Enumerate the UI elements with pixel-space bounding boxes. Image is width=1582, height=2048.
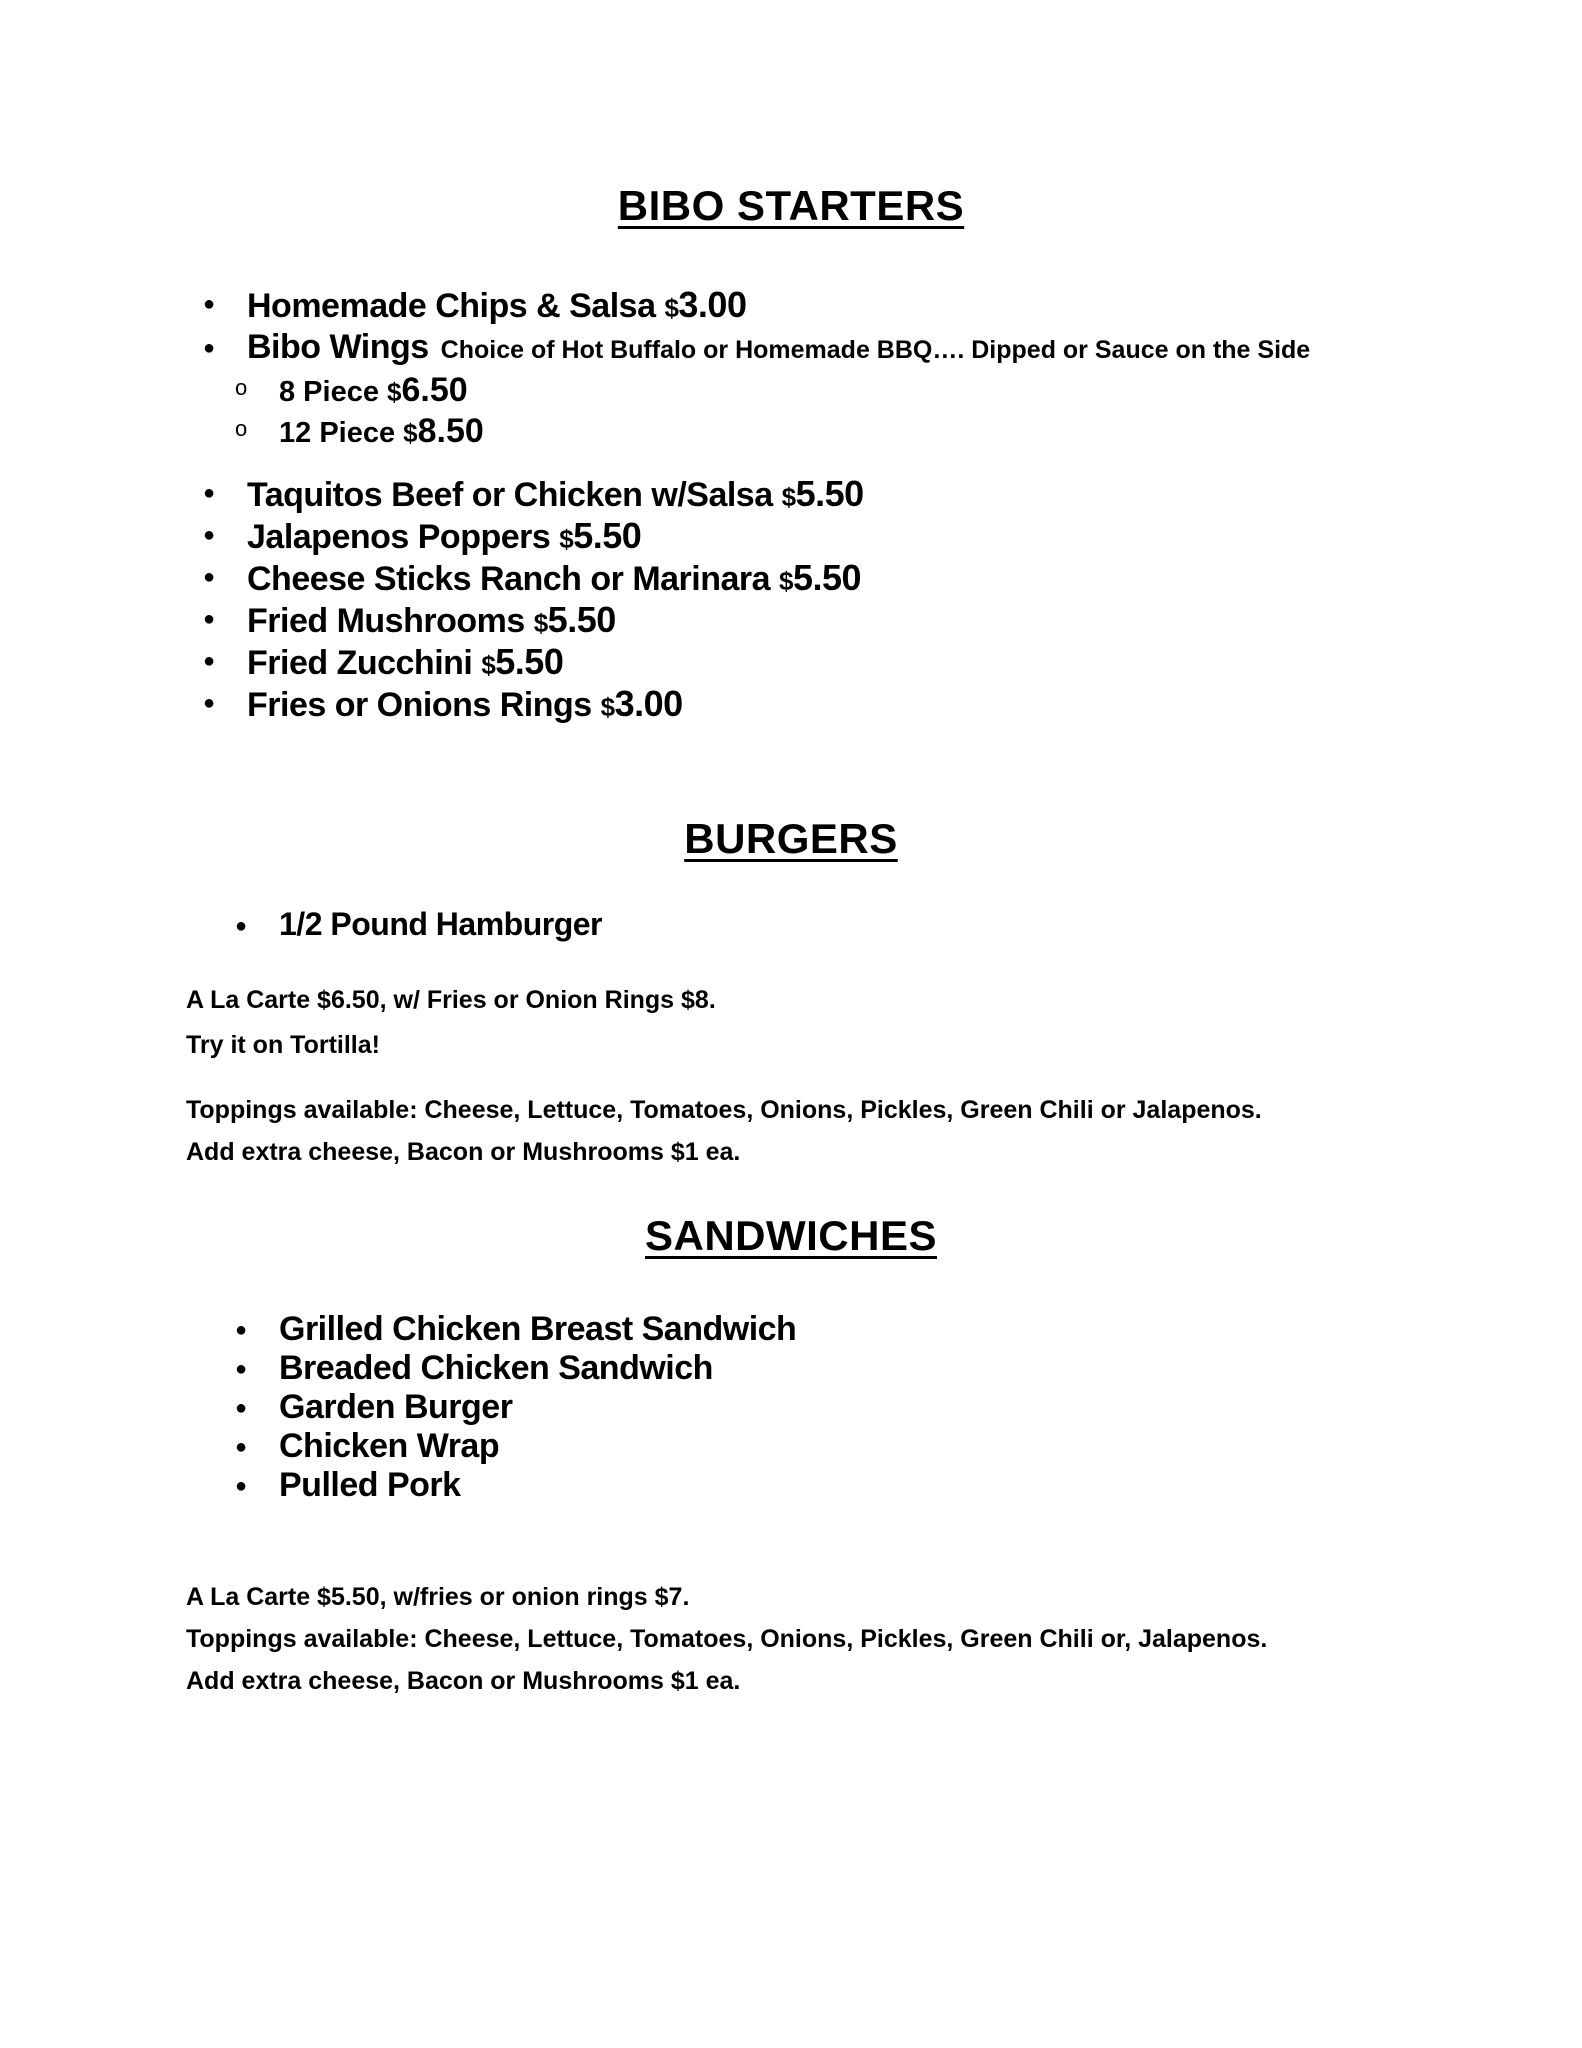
- currency-symbol: $: [559, 524, 574, 554]
- burger-item: [235, 906, 602, 943]
- circle-bullet-icon: o: [235, 375, 248, 400]
- bullet-icon: ●: [203, 566, 215, 588]
- currency-symbol: $: [387, 377, 402, 407]
- bullet-icon: ●: [235, 1319, 247, 1341]
- sandwiches-heading: SANDWICHES: [644, 1212, 937, 1259]
- wings-note: Choice of Hot Buffalo or Homemade BBQ…. Dipped or Sauce on the Side: [440, 336, 1311, 364]
- bullet-icon: ●: [203, 482, 215, 504]
- sandwiches-price-line: A La Carte $5.50, w/fries or onion rings $7.: [186, 1583, 690, 1611]
- wings-option: [235, 371, 468, 410]
- sandwich-item: [235, 1310, 797, 1349]
- currency-symbol: $: [481, 650, 496, 680]
- item-name: Fries or Onions Rings: [247, 686, 592, 724]
- item-name: Fried Mushrooms: [247, 602, 525, 640]
- bullet-icon: ●: [235, 1436, 247, 1458]
- item-price: 5.50: [547, 599, 616, 640]
- sandwich-item: [235, 1349, 713, 1388]
- bullet-icon: ●: [235, 915, 247, 937]
- wings-option: [235, 412, 484, 451]
- burgers-price-line: A La Carte $6.50, w/ Fries or Onion Rings $8.: [186, 986, 716, 1014]
- bullet-icon: ●: [235, 1397, 247, 1419]
- item-price: 5.50: [573, 515, 642, 556]
- item-price: 3.00: [678, 284, 747, 325]
- circle-bullet-icon: o: [235, 416, 248, 441]
- currency-symbol: $: [779, 566, 793, 596]
- menu-item-wings: [203, 328, 1311, 367]
- bullet-icon: ●: [203, 692, 215, 714]
- currency-symbol: $: [600, 692, 615, 722]
- option-label: 8 Piece: [279, 376, 379, 408]
- item-name: Breaded Chicken Sandwich: [279, 1349, 713, 1387]
- burgers-extras: Add extra cheese, Bacon or Mushrooms $1 ea.: [186, 1138, 741, 1166]
- sandwich-item: [235, 1388, 513, 1427]
- bullet-icon: ●: [203, 337, 215, 359]
- burgers-heading: BURGERS: [684, 815, 898, 862]
- item-name: Pulled Pork: [279, 1466, 461, 1504]
- currency-symbol: $: [403, 418, 418, 448]
- item-name: Fried Zucchini: [247, 644, 473, 682]
- currency-symbol: $: [533, 608, 548, 638]
- sandwiches-toppings: Toppings available: Cheese, Lettuce, Tomatoes, Onions, Pickles, Green Chili or, Jalapenos.: [186, 1625, 1268, 1653]
- option-price: 8.50: [417, 412, 484, 450]
- menu-item: [203, 683, 683, 725]
- item-price: 5.50: [495, 641, 564, 682]
- menu-item-chips: [203, 284, 747, 326]
- menu-item: [203, 515, 642, 557]
- currency-symbol: $: [781, 482, 796, 512]
- item-price: 5.50: [792, 557, 862, 598]
- currency-symbol: $: [664, 293, 679, 323]
- item-name: 1/2 Pound Hamburger: [279, 906, 602, 942]
- item-name: Cheese Sticks Ranch or Marinara: [247, 560, 771, 598]
- menu-item: [203, 557, 862, 599]
- bullet-icon: ●: [203, 293, 215, 315]
- item-name: Garden Burger: [279, 1388, 513, 1426]
- item-name: Jalapenos Poppers: [247, 518, 551, 556]
- item-price: 3.00: [614, 683, 683, 724]
- menu-item: [203, 473, 864, 515]
- sandwiches-extras: Add extra cheese, Bacon or Mushrooms $1 ea.: [186, 1667, 741, 1695]
- item-name: Homemade Chips & Salsa: [247, 287, 656, 325]
- bullet-icon: ●: [235, 1358, 247, 1380]
- menu-item: [203, 599, 616, 641]
- bullet-icon: ●: [235, 1475, 247, 1497]
- sandwich-item: [235, 1466, 461, 1505]
- starters-heading: BIBO STARTERS: [617, 182, 965, 229]
- item-name: Grilled Chicken Breast Sandwich: [279, 1310, 797, 1348]
- item-name: Chicken Wrap: [279, 1427, 500, 1465]
- bullet-icon: ●: [203, 608, 215, 630]
- burgers-toppings: Toppings available: Cheese, Lettuce, Tomatoes, Onions, Pickles, Green Chili or Jalapenos.: [186, 1096, 1262, 1124]
- menu-item: [203, 641, 564, 683]
- sandwich-item: [235, 1427, 500, 1466]
- burgers-tip: Try it on Tortilla!: [186, 1031, 380, 1059]
- item-name: Taquitos Beef or Chicken w/Salsa: [247, 476, 773, 514]
- option-label: 12 Piece: [279, 417, 396, 449]
- item-price: 5.50: [795, 473, 864, 514]
- bullet-icon: ●: [203, 650, 215, 672]
- option-price: 6.50: [401, 371, 468, 409]
- item-name: Bibo Wings: [247, 328, 429, 366]
- bullet-icon: ●: [203, 524, 215, 546]
